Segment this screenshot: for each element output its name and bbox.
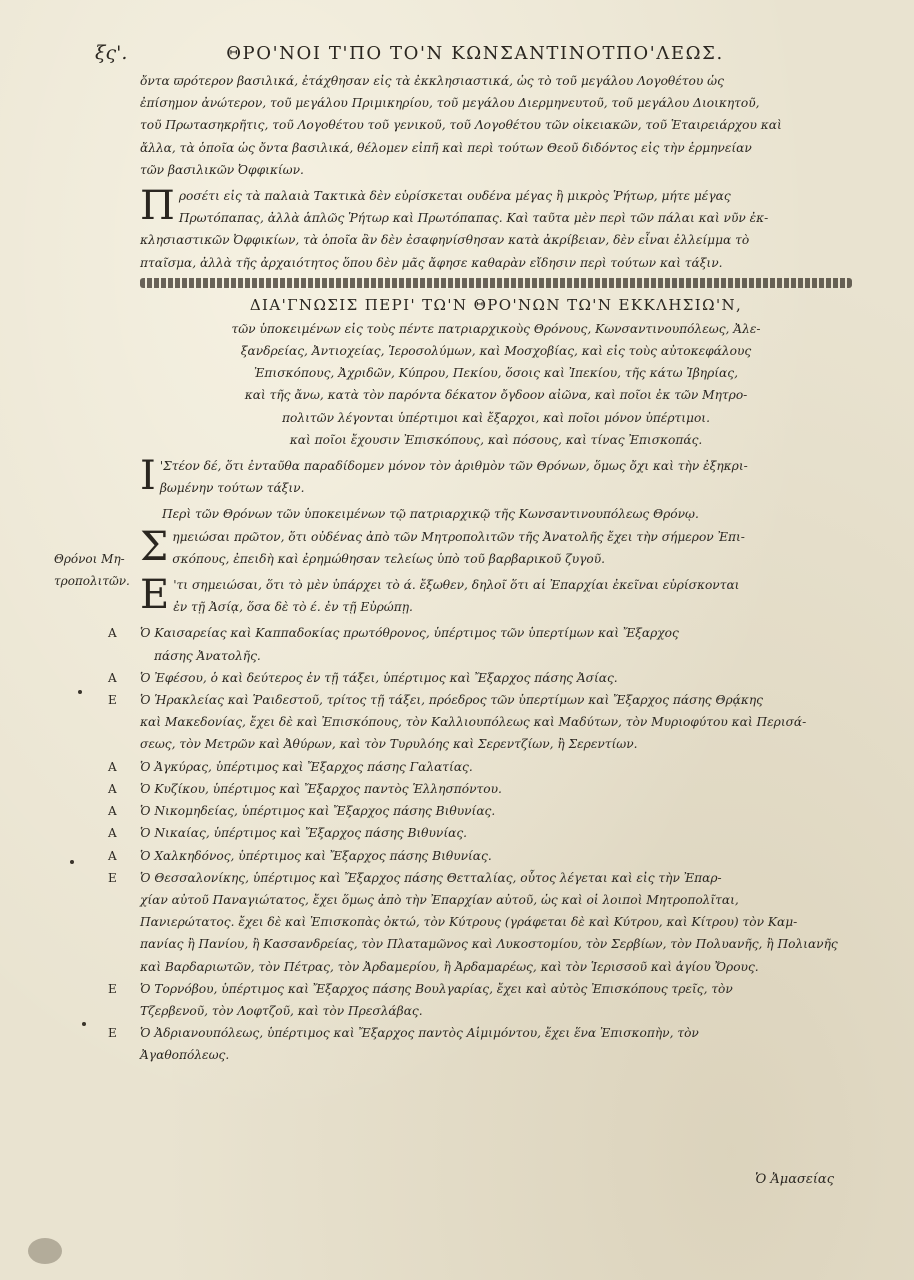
ink-smudge [28,1238,62,1264]
heading-subtitle [140,318,852,451]
page-header [95,42,855,68]
text-line: Ὁ Ἐφέσου, ὁ καὶ δεύτερος ἐν τῇ τάξει, ὑπέρτιμος καὶ Ἔξαρχος πάσης Ἀσίας. [140,670,618,685]
text-line: ξανδρείας, Ἀντιοχείας, Ἱεροσολύμων, καὶ Μοσχοβίας, καὶ εἰς τοὺς αὐτοκεφάλους [240,344,752,359]
margin-note [54,548,144,592]
text-line: ἐπίσημον ἀνώτερον, τοῦ μεγάλου Πριμικηρίου, τοῦ μεγάλου Διερμηνευτοῦ, τοῦ μεγάλου Διοικητοῦ, [140,96,760,111]
region-marker: Α [108,670,117,685]
paragraph-sign [140,523,852,570]
drop-cap: Σ [140,523,169,570]
region-marker: Α [108,759,117,774]
text-line: βωμένην τούτων τάξιν. [159,481,305,496]
text-line: τοῦ Πρωτασηκρῆτις, τοῦ Λογοθέτου τοῦ γενικοῦ, τοῦ Λογοθέτου τῶν οἰκειακῶν, τοῦ Ἑταιρειάρχου καὶ [140,118,782,133]
list-item [108,867,852,978]
text-line: πάσης Ἀνατολῆς. [154,648,261,663]
text-line: Πανιερώτατος. ἔχει δὲ καὶ Ἐπισκοπὰς ὀκτώ, τὸν Κύτρους (γράφεται δὲ καὶ Κύτρου, καὶ Κίτρου) τὸν Καμ- [140,915,798,930]
section-heading: ΔΙΑ'ΓΝΩΣΙΣ ΠΕΡΙ' ΤΩ'Ν ΘΡΟ'ΝΩΝ ΤΩ'Ν ΕΚΚΛΗΣΙΩ'Ν, [249,295,743,314]
text-line: Ὁ Τορνόβου, ὑπέρτιμος καὶ Ἔξαρχος πάσης Βουλγαρίας, ἔχει καὶ αὐτὸς Ἐπισκόπους τρεῖς, τὸν [140,981,733,996]
document-body [108,70,852,1067]
text-line: τῶν βασιλικῶν Ὀφφικίων. [140,162,304,177]
list-item [108,978,852,1022]
text-line: Τζερβενοῦ, τὸν Λοφτζοῦ, καὶ τὸν Πρεσλάβας. [140,1003,423,1018]
text-line: σεως, τὸν Μετρῶν καὶ Ἀθύρων, καὶ τὸν Τυρυλόης καὶ Σερεντζίων, ἢ Σερεντίων. [140,737,638,752]
text-line: ὄντα ϖρότερον βασιλικά, ἐτάχθησαν εἰς τὰ ἐκκλησιαστικά, ὡς τὸ τοῦ μεγάλου Λογοθέτου ὡς [140,74,724,88]
text-line: Ὁ Χαλκηδόνος, ὑπέρτιμος καὶ Ἔξαρχος πάσης Βιθυνίας. [140,848,492,863]
text-line: 'τι σημειώσαι, ὅτι τὸ μὲν ὑπάρχει τὸ ά. ἔξωθεν, δηλοῖ ὅτι αἱ Ἐπαρχίαι ἐκεῖναι εὑρίσκονται [173,578,740,593]
list-item [108,778,852,800]
ink-dot [70,860,74,864]
ink-dot [82,1022,86,1026]
margin-note-line: τροπολιτῶν. [54,574,130,588]
text-line: Ὁ Ἀδριανουπόλεως, ὑπέρτιμος καὶ Ἔξαρχος παντὸς Αἱμιμόντου, ἔχει ἕνα Ἐπισκοπὴν, τὸν [140,1026,699,1041]
list-item [108,800,852,822]
paragraph-rhetor [140,185,852,274]
list-item [108,1022,852,1066]
text-line: Ὁ Νικομηδείας, ὑπέρτιμος καὶ Ἔξαρχος πάσης Βιθυνίας. [140,804,496,819]
metropolis-list [108,622,852,1066]
page-number: ξς'. [95,42,128,64]
region-marker: Ε [108,870,117,885]
drop-cap: Ε [140,572,170,619]
text-line: Ἐπισκόπους, Ἀχριδῶν, Κύπρου, Πεκίου, ὅσοις καὶ Ἰπεκίου, τῆς κάτω Ἰβηρίας, [254,366,738,381]
list-item [108,667,852,689]
text-line: Ὁ Ἀγκύρας, ὑπέρτιμος καὶ Ἔξαρχος πάσης Γαλατίας. [140,759,473,774]
text-line: πταῖσμα, ἀλλὰ τῆς ἀρχαιότητος ὅπου δὲν μᾶς ἄφησε καθαρὰν εἴδησιν περὶ τούτων καὶ τάξιν. [140,255,723,270]
list-item [108,756,852,778]
ornamental-rule [140,278,852,288]
list-item [108,689,852,756]
catchword: Ὁ Ἀμασείας [755,1172,834,1187]
text-line: κλησιαστικῶν Ὀφφικίων, τὰ ὁποῖα ἂν δὲν ἐσαφηνίσθησαν κατὰ ἀκρίβειαν, δὲν εἶναι ἐλλείμμα τὸ [140,233,750,248]
region-marker: Α [108,848,117,863]
text-line: καὶ Βαρδαριωτῶν, τὸν Πέτρας, τὸν Ἀρδαμερίου, ἢ Ἀρδαμαρέως, καὶ τὸν Ἱερισσοῦ καὶ ἁγίου Ὄρους. [140,959,759,974]
text-line: Ὁ Ἡρακλείας καὶ Ῥαιδεστοῦ, τρίτος τῇ τάξει, πρόεδρος τῶν ὑπερτίμων καὶ Ἔξαρχος πάσης Θρᾴκης [140,693,763,708]
text-line: 'Στέον δέ, ὅτι ἐνταῦθα παραδίδομεν μόνον τὸν ἀριθμὸν τῶν Θρόνων, ὅμως ὄχι καὶ τὴν ἐξηκρι- [159,459,748,474]
text-line: χίαν αὐτοῦ Παναγιώτατος, ἔχει ὅμως ἀπὸ τὴν Ἐπαρχίαν αὐτοῦ, ὡς καὶ οἱ λοιποὶ Μητροπολῖται, [140,892,739,907]
list-item [108,845,852,867]
text-line: Πρωτόπαπας, ἀλλὰ ἁπλῶς Ῥήτωρ καὶ Πρωτόπαπας. Καὶ ταῦτα μὲν περὶ τῶν πάλαι καὶ νῦν ἐκ- [178,211,769,226]
paragraph-note [140,455,852,499]
text-line: πανίας ἢ Πανίου, ἢ Κασσανδρείας, τὸν Πλαταμῶνος καὶ Λυκοστομίου, τὸν Σερβίων, τὸν Πολυανῆς, ἢ Πολιανῆς [140,937,838,952]
region-marker: Α [108,626,117,641]
text-line: ἄλλα, τὰ ὁποῖα ὡς ὄντα βασιλικά, θέλομεν εἰπῆ καὶ περὶ τούτων Θεοῦ διδόντος εἰς τὴν ἑρμηνείαν [140,140,752,155]
region-marker: Α [108,781,117,796]
text-line: πολιτῶν λέγονται ὑπέρτιμοι καὶ ἔξαρχοι, καὶ ποῖοι μόνον ὑπέρτιμοι. [282,410,710,425]
subsection-heading: Περὶ τῶν Θρόνων τῶν ὑποκειμένων τῷ πατριαρχικῷ τῆς Κωνσαντινουπόλεως Θρόνῳ. [162,507,699,522]
text-line: ἐν τῇ Ἀσίᾳ, ὅσα δὲ τὸ έ. ἐν τῇ Εὐρώπῃ. [173,600,413,615]
region-marker: Α [108,804,117,819]
text-line: ροσέτι εἰς τὰ παλαιὰ Τακτικὰ δὲν εὑρίσκεται ουδένα μέγας ἢ μικρὸς Ῥήτωρ, μήτε μέγας [178,189,731,204]
drop-cap: Π [140,183,175,230]
text-line: Ὁ Θεσσαλονίκης, ὑπέρτιμος καὶ Ἔξαρχος πάσης Θετταλίας, οὗτος λέγεται καὶ εἰς τὴν Ἐπαρ- [140,870,722,885]
text-line: καὶ Μακεδονίας, ἔχει δὲ καὶ Ἐπισκόπους, τὸν Καλλιουπόλεως καὶ Μαδύτων, τὸν Μυριοφύτου καὶ Περισά- [140,715,807,730]
paragraph-asia-europe [140,574,852,618]
text-line: Ὁ Κυζίκου, ὑπέρτιμος καὶ Ἔξαρχος παντὸς Ἑλλησπόντου. [140,781,502,796]
margin-note-line: Θρόνοι Μη- [54,552,125,566]
text-line: σκόπους, ἐπειδὴ καὶ ἐρημώθησαν τελείως ὑπὸ τοῦ βαρβαρικοῦ ζυγοῦ. [172,551,606,566]
drop-cap: Ι [140,453,156,500]
region-marker: Ε [108,981,117,996]
intro-paragraph [140,70,852,181]
text-line: καὶ ποῖοι ἔχουσιν Ἐπισκόπους, καὶ πόσους, καὶ τίνας Ἐπισκοπάς. [289,432,703,447]
list-item [108,822,852,844]
running-title: ΘΡΟ'ΝΟΙ Τ'ΠΟ ΤΟ'Ν ΚΩΝΣΑΝΤΙΝΟΤΠΟ'ΛΕΩΣ. [226,43,724,64]
text-line: ημειώσαι πρῶτον, ὅτι οὐδένας ἀπὸ τῶν Μητροπολιτῶν τῆς Ἀνατολῆς ἔχει τὴν σήμερον Ἐπι- [172,529,745,544]
text-line: Ἀγαθοπόλεως. [140,1048,230,1063]
list-item [108,622,852,666]
ink-dot [78,690,82,694]
text-line: Ὁ Νικαίας, ὑπέρτιμος καὶ Ἔξαρχος πάσης Βιθυνίας. [140,826,468,841]
text-line: καὶ τῆς ἄνω, κατὰ τὸν παρόντα δέκατον ὄγδοον αἰῶνα, καὶ ποῖοι ἐκ τῶν Μητρο- [244,388,748,403]
text-line: τῶν ὑποκειμένων εἰς τοὺς πέντε πατριαρχικοὺς Θρόνους, Κωνσαντινουπόλεως, Ἀλε- [231,321,761,336]
region-marker: Ε [108,1026,117,1041]
text-line: Ὁ Καισαρείας καὶ Καππαδοκίας πρωτόθρονος, ὑπέρτιμος τῶν ὑπερτίμων καὶ Ἔξαρχος [140,626,679,641]
region-marker: Α [108,826,117,841]
region-marker: Ε [108,693,117,708]
